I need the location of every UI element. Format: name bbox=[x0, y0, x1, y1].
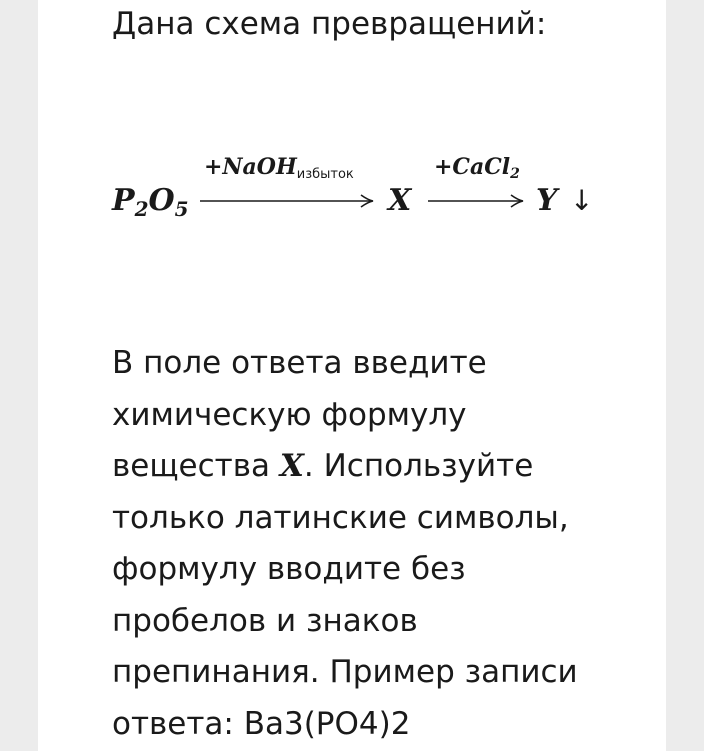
reaction-scheme bbox=[38, 148, 666, 228]
start-sub-1: 2 bbox=[134, 197, 149, 221]
instruction-line-3-start: вещества bbox=[112, 448, 280, 484]
instruction-line-3 bbox=[112, 441, 632, 493]
product-y: Y bbox=[536, 183, 558, 218]
instruction-line-3-end: . Используйте bbox=[303, 448, 534, 484]
instruction-line-4: только латинские символы, bbox=[112, 499, 569, 536]
instruction-text bbox=[112, 338, 632, 750]
reagent-1-formula: +NaOH bbox=[204, 154, 297, 180]
start-element-o: O bbox=[148, 183, 175, 218]
reaction-arrow-2 bbox=[426, 192, 526, 210]
instruction-line-5: формулу вводите без bbox=[112, 551, 466, 587]
page-title: Дана схема превращений: bbox=[112, 6, 547, 42]
start-formula bbox=[112, 183, 189, 221]
instruction-line-6: пробелов и знаков bbox=[112, 602, 418, 639]
start-element-p: P bbox=[112, 183, 135, 218]
reagent-2-formula: +CaCl bbox=[434, 154, 511, 180]
instruction-line-2: химическую формулу bbox=[112, 396, 467, 433]
reagent-1-subscript: избыток bbox=[296, 167, 354, 182]
precipitate-arrow-icon: ↓ bbox=[570, 184, 594, 217]
reagent-2-sub: 2 bbox=[510, 166, 520, 182]
reaction-arrow-1 bbox=[198, 192, 376, 210]
intermediate-x: X bbox=[388, 183, 412, 218]
reagent-2-label bbox=[434, 154, 520, 180]
reagent-1-label bbox=[204, 154, 354, 180]
question-card bbox=[38, 0, 666, 751]
instruction-line-8: ответа: Ba3(PO4)2 bbox=[112, 705, 411, 742]
start-sub-2: 5 bbox=[174, 197, 189, 221]
instruction-line-7: препинания. Пример записи bbox=[112, 654, 578, 690]
instruction-line-1: В поле ответа введите bbox=[112, 345, 487, 381]
substance-x: X bbox=[279, 448, 304, 484]
